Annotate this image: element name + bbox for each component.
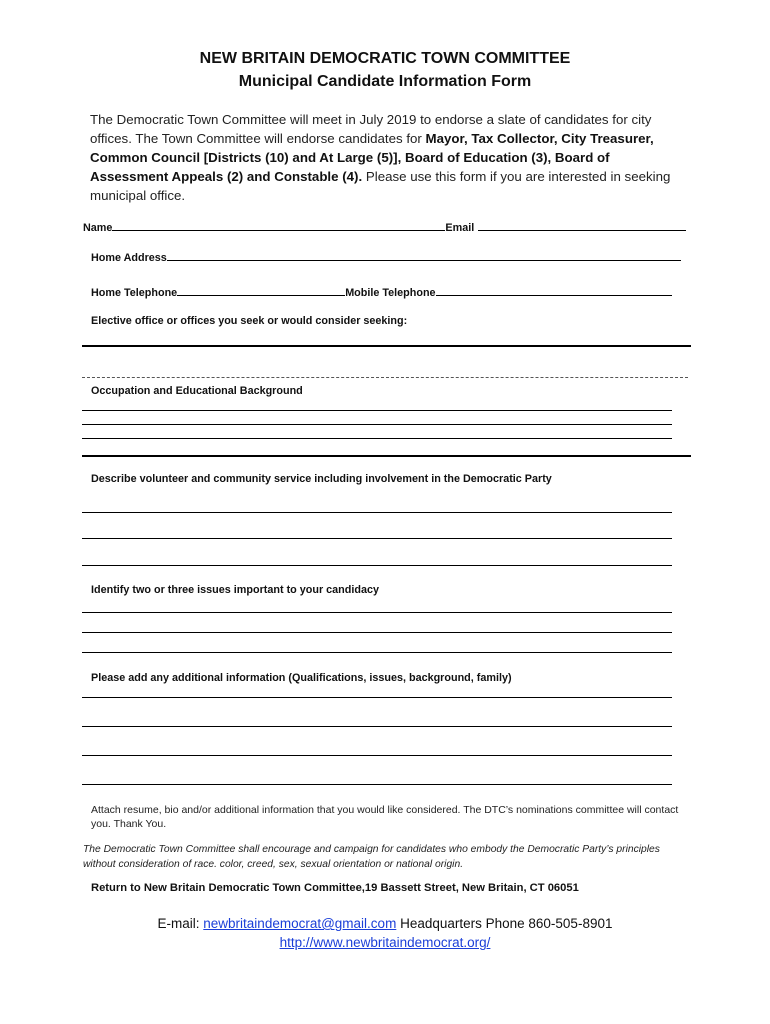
form-org-title: NEW BRITAIN DEMOCRATIC TOWN COMMITTEE [199,50,571,67]
issues-input-line-3[interactable] [82,652,672,653]
contact-line [0,916,770,931]
telephone-field-row [91,285,672,299]
additional-info-label: Please add any additional information (Qualifications, issues, background, family) [91,672,512,684]
mobile-telephone-input-line[interactable] [436,285,672,296]
form-subtitle: Municipal Candidate Information Form [238,73,532,90]
email-input-line[interactable] [478,220,686,231]
intro-text-2: Please use this form if you are interested in seeking municipal office. [90,169,671,203]
additional-input-line-1[interactable] [82,697,672,698]
additional-input-line-3[interactable] [82,755,672,756]
issues-label: Identify two or three issues important to your candidacy [91,584,379,596]
intro-text-1: The Democratic Town Committee will meet in July 2019 to endorse a slate of candidates for city offices. The Town Committee will endorse candidates for [90,112,652,146]
contact-email-link[interactable]: newbritaindemocrat@gmail.com [203,916,397,931]
volunteer-label: Describe volunteer and community service including involvement in the Democratic Party [91,473,552,485]
email-prefix: E-mail: [157,916,204,931]
elective-office-input-line-1[interactable] [82,345,691,347]
occupation-label: Occupation and Educational Background [91,385,303,397]
name-field-row [83,220,686,234]
return-address: Return to New Britain Democratic Town Committee,19 Bassett Street, New Britain, CT 06051 [91,882,579,894]
home-telephone-input-line[interactable] [177,285,345,296]
attach-note: Attach resume, bio and/or additional information that you would like considered. The DTC’s nominations committee will contact you. Thank You. [91,804,679,830]
mobile-telephone-label: Mobile Telephone [345,287,436,299]
intro-offices-bold: Mayor, Tax Collector, City Treasurer, Common Council [Districts (10) and At Large (5)], Board of Education (3), Board of Assessment Appeals (2) and Constable (4). [90,131,654,184]
address-field-row [91,250,681,264]
occupation-input-line-4[interactable] [82,455,691,457]
occupation-input-line-3[interactable] [82,438,672,439]
intro-paragraph [90,110,690,205]
elective-office-input-line-2[interactable] [82,377,688,378]
hq-phone: Headquarters Phone 860-505-8901 [396,916,613,931]
volunteer-input-line-1[interactable] [82,512,672,513]
volunteer-input-line-2[interactable] [82,538,672,539]
occupation-input-line-1[interactable] [82,410,672,411]
home-address-input-line[interactable] [167,250,681,261]
occupation-input-line-2[interactable] [82,424,672,425]
home-telephone-label: Home Telephone [91,287,178,299]
email-label: Email [445,222,475,234]
issues-input-line-1[interactable] [82,612,672,613]
additional-input-line-4[interactable] [82,784,672,785]
website-line [0,935,770,950]
name-input-line[interactable] [112,220,445,231]
policy-statement: The Democratic Town Committee shall encourage and campaign for candidates who embody the Democratic Party’s principles without consideration of race. color, creed, sex, sexual orientation or national origin. [83,844,660,870]
additional-input-line-2[interactable] [82,726,672,727]
home-address-label: Home Address [91,252,167,264]
name-label: Name [83,222,113,234]
elective-office-label: Elective office or offices you seek or would consider seeking: [91,315,408,327]
issues-input-line-2[interactable] [82,632,672,633]
volunteer-input-line-3[interactable] [82,565,672,566]
website-link[interactable]: http://www.newbritaindemocrat.org/ [279,935,491,950]
